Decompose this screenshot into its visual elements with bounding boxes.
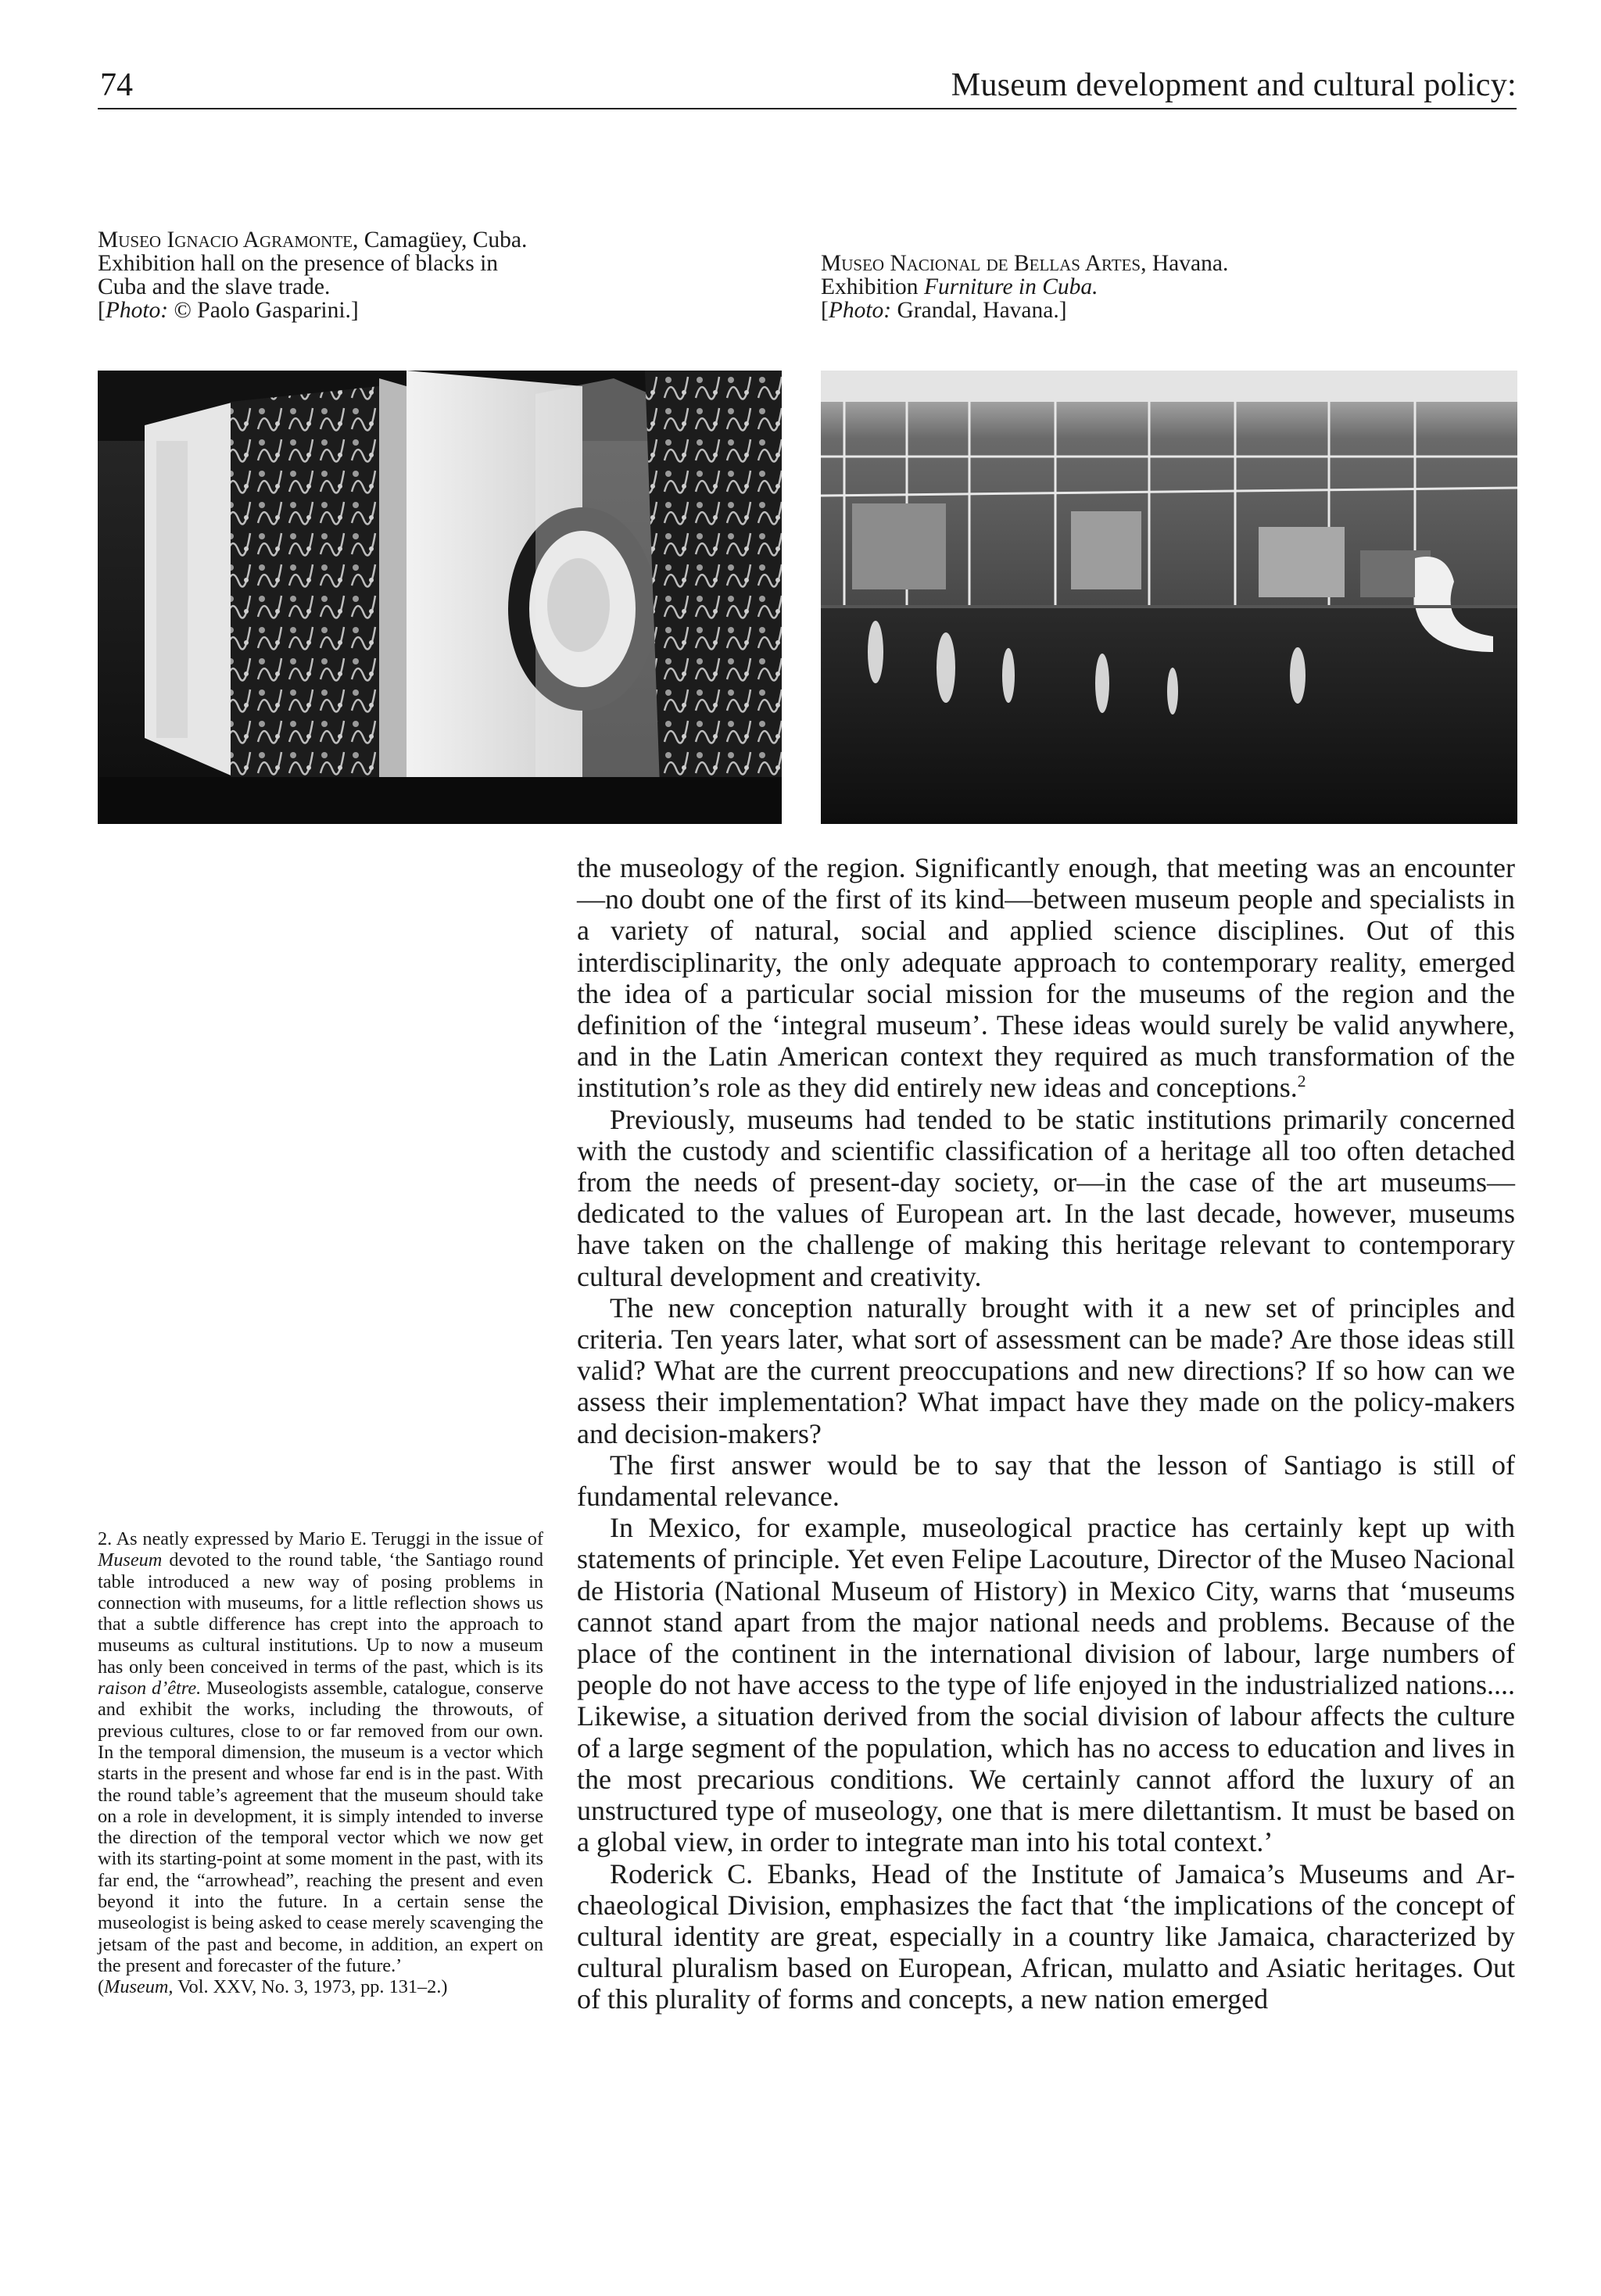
furniture-exhibition-photo <box>821 371 1517 824</box>
photo-credit: © Paolo Gasparini. <box>168 298 351 323</box>
footnote-text-part1: 2. As neatly expressed by Mario E. Teruggi in the issue of <box>98 1528 543 1549</box>
footnote-text-part3: Museologists assemble, catalogue, conserve and exhibit the works, including the throwouts, of previous cultures, close to or far removed from our own. In the temporal dimension, the museum is a vector which starts in the present and whose far end is in the past. With the round table’s agreement that the museum should take on a role in development, it is simply intended to inverse the direction of the temporal vector which we now get with its starting-point at some moment in the past, with its far end, the “arrowhead”, reaching the present and even beyond it into the future. In a certain sense the museologist is being asked to cease merely scavenging the jetsam of the past and become, in addition, an expert on the present and forecaster of the future.’ <box>98 1678 543 1976</box>
exhibition-hall-photo <box>98 371 782 824</box>
caption-description: , Camagüey, Cuba. Exhibition hall on the presence of blacks in Cuba and the slave trade. <box>98 227 528 299</box>
footnote-journal: Museum <box>98 1549 163 1571</box>
exhibition-hall-image <box>98 371 782 824</box>
body-paragraph: The first answer would be to say that the lesson of Santiago is still of fundamental relevance. <box>577 1449 1515 1513</box>
paragraph-text: the museology of the region. Significantly enough, that meeting was an encounter—no doubt one of the first of its kind—between museum people and specialists in a variety of natural, social and applied science disciplines. Out of this interdisciplinarity, the only adequate approach to contemporary reality, emerged the idea of a particular social mission for the museums of the region and the definition of the ‘integral museum’. These ideas would surely be valid anywhere, and in the Latin American context they required as much transformation of the institution’s role as they did entirely new ideas and conceptions. <box>577 852 1515 1104</box>
footnote-text-part2: devoted to the round table, ‘the Santiago round table introduced a new way of posing problems in connection with museums, for a little reflection shows us that a subtle difference has crept into the approach to museums as cultural institutions. Up to now a museum has only been conceived in terms of the past, which is its <box>98 1549 543 1678</box>
body-paragraph <box>577 852 1515 1104</box>
photo-credit: Grandal, Havana. <box>891 298 1059 323</box>
caption-exhibition-prefix: Exhibition <box>821 274 924 299</box>
body-text <box>577 852 1515 2015</box>
footnote-citation-journal: Museum, <box>104 1976 174 1998</box>
footnote-phrase: raison d’être. <box>98 1678 202 1700</box>
body-paragraph: In Mexico, for example, museological practice has certainly kept up with statements of principle. Yet even Felipe Lacouture, Director of the Museo Nacional de Historia (National Museum of History) in Mexico City, warns that ‘museums cannot stand apart from the major national needs and problems. Because of the place of the continent in the international division of labour, large numbers of people do not have access to the type of life enjoyed in the industrialized nations.... Likewise, a situation derived from the social division of labour affects the culture of a large segment of the population, which has no access to education and lives in the most precarious conditions. We certainly cannot afford the luxury of an unstructured type of museology, one that is mere dilettantism. It must be based on a global view, in order to integrate man into his total context.’ <box>577 1512 1515 1858</box>
caption-location: , Havana. <box>1141 251 1229 276</box>
running-head: Museum development and cultural policy: <box>951 67 1517 103</box>
body-paragraph: Previously, museums had tended to be static institutions primarily concerned with the custody and scientific classification of a heritage all too often detached from the needs of present-day society, or—in the case of the art museums—dedicated to the values of European art. In the last decade, however, museums have taken on the challenge of making this heritage relevant to contemporary cultural development and creativity. <box>577 1103 1515 1292</box>
figure-caption-right: Museo Nacional de Bellas Artes, Havana. Exhibition Furniture in Cuba. [Photo: Grandal, Havana.] <box>821 251 1229 323</box>
photo-credit-label: Photo: <box>828 298 892 323</box>
page-number: 74 <box>100 67 133 103</box>
footnote-reference: 2 <box>1297 1072 1306 1091</box>
footnote-citation: Vol. XXV, No. 3, 1973, pp. 131–2. <box>173 1976 442 1998</box>
header-rule <box>98 108 1517 109</box>
body-paragraph: The new conception naturally brought with it a new set of principles and criteria. Ten years later, what sort of assessment can be made? Are those ideas still valid? What are the current preoccupations and new directions? If so how can we assess their implementation? What impact have they made on the policy-makers and decision-makers? <box>577 1291 1515 1449</box>
furniture-exhibition-image <box>821 371 1517 824</box>
caption-museum-name: Museo Nacional de Bellas Artes <box>821 251 1141 276</box>
body-paragraph: Roderick C. Ebanks, Head of the Institute of Jamaica’s Museums and Archaeological Division, emphasizes the fact that ‘the implications of the concept of cultural identity are great, especially in a country like Jamaica, characterized by cultural pluralism based on European, African, mulatto and Asiatic heritages. Out of this plurality of forms and concepts, a new nation emerged <box>577 1857 1515 2015</box>
photo-credit-label: Photo: <box>105 298 169 323</box>
figure-caption-left: Museo Ignacio Agramonte, Camagüey, Cuba. Exhibition hall on the presence of blacks in Cuba and the slave trade. [Photo: © Paolo Gasparini.] <box>98 227 528 323</box>
caption-museum-name: Museo Ignacio Agramonte <box>98 227 353 253</box>
caption-exhibition-title: Furniture in Cuba. <box>923 274 1098 299</box>
footnote: 2. As neatly expressed by Mario E. Teruggi in the issue of Museum devoted to the round table, ‘the Santiago round table introduced a new way of posing problems in connection with museums, for a little reflection shows us that a subtle difference has crept into the approach to museums as cultural institutions. Up to now a museum has only been conceived in terms of the past, which is its raison d’être. Museologists assemble, catalogue, conserve and exhibit the works, including the throwouts, of previous cultures, close to or far removed from our own. In the temporal dimension, the museum is a vector which starts in the present and whose far end is in the past. With the round table’s agreement that the museum should take on a role in development, it is simply intended to inverse the direction of the temporal vector which we now get with its starting-point at some moment in the past, with its far end, the “arrowhead”, reaching the present and even beyond it into the future. In a certain sense the museologist is being asked to cease merely scavenging the jetsam of the past and become, in addition, an expert on the present and forecaster of the future.’ (Museum, Vol. XXV, No. 3, 1973, pp. 131–2.) <box>98 1528 543 1998</box>
